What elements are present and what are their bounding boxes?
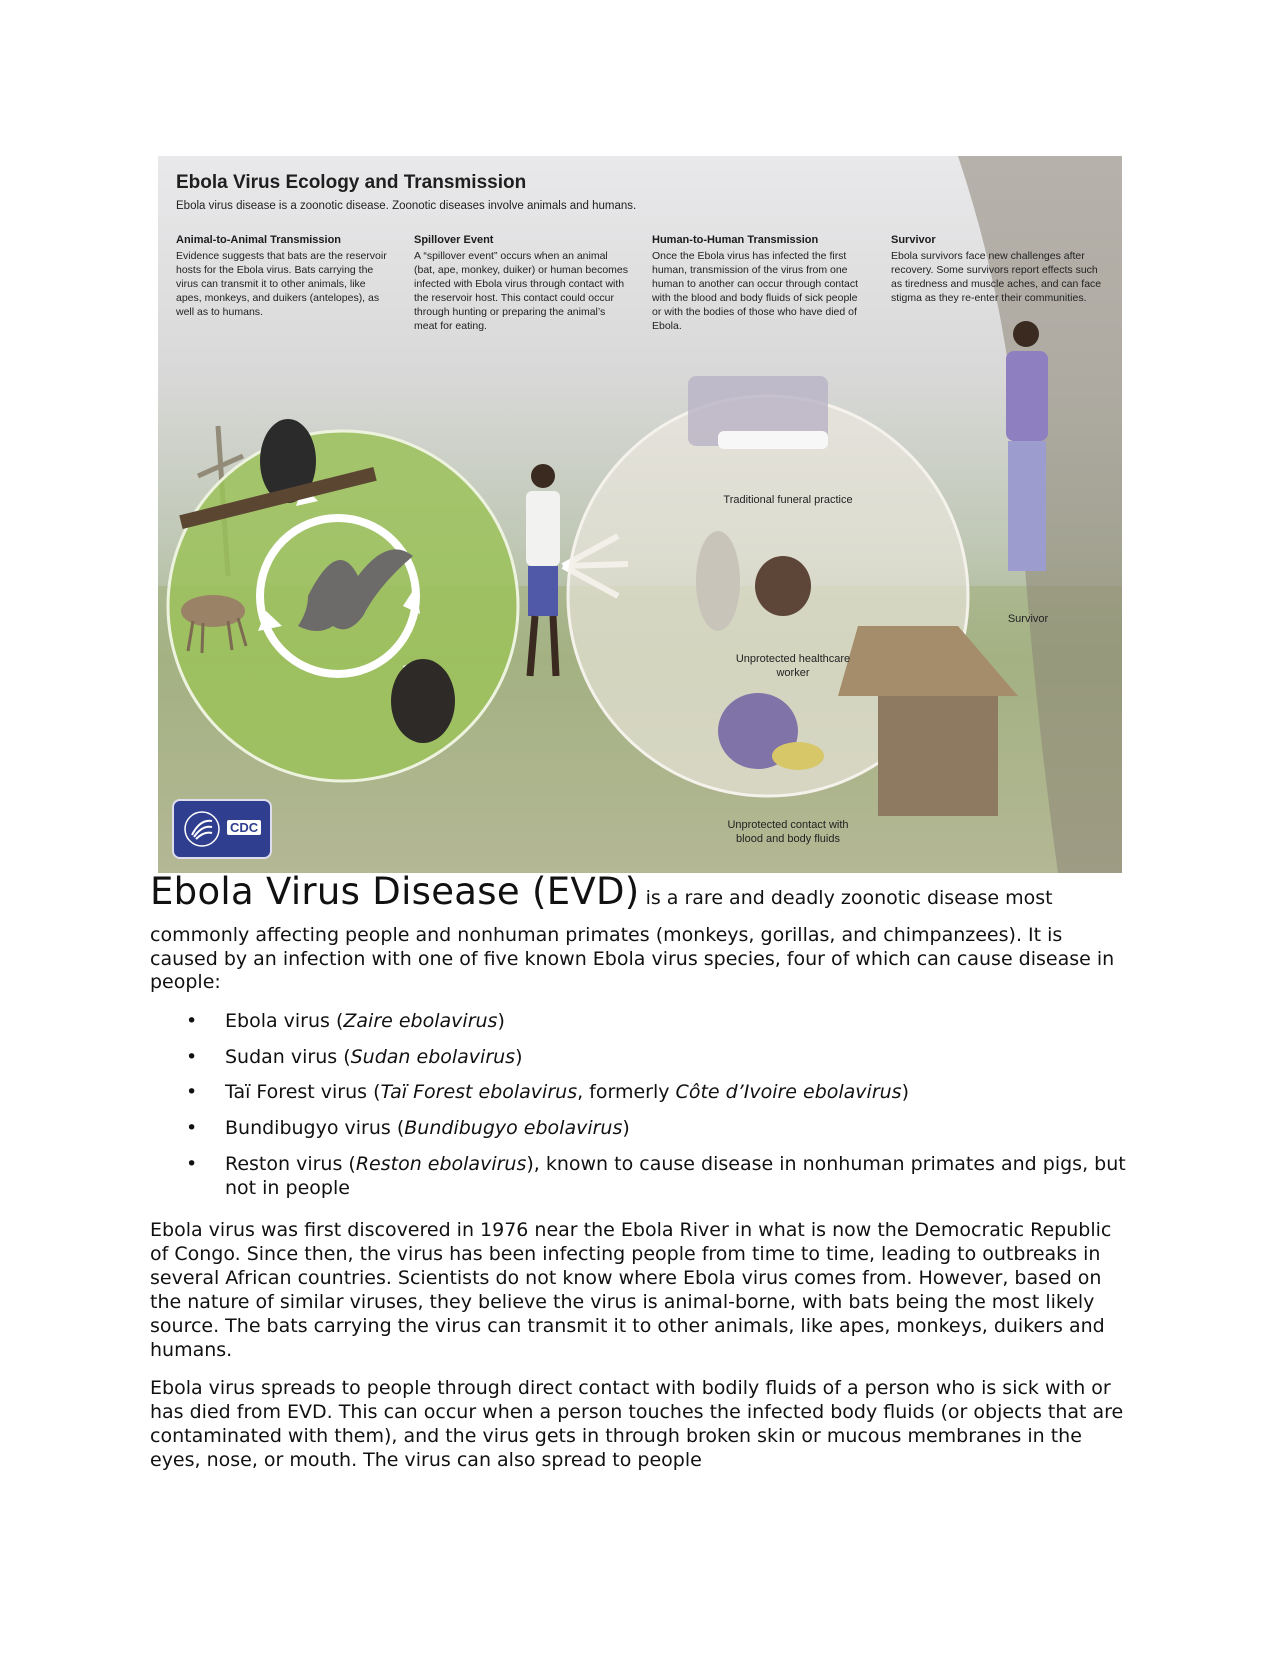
column-animal-to-animal (176, 234, 391, 319)
ebola-infographic (158, 156, 1122, 873)
bullet-icon: • (186, 1045, 198, 1068)
column-heading: Survivor (891, 234, 936, 246)
bullet-icon: • (186, 1153, 198, 1175)
column-spillover-event (414, 234, 629, 333)
bullet-icon: • (186, 1010, 198, 1032)
caption-healthcare-worker: Unprotected healthcare worker (735, 653, 851, 679)
column-body: Evidence suggests that bats are the reservoir hosts for the Ebola virus. Bats carrying the virus can transmit it to other animals, like apes, monkeys, and duikers (antelopes), as well as to humans. (176, 250, 387, 318)
lead-text: is a rare and deadly zoonotic disease most (639, 887, 1053, 909)
list-item: • Ebola virus (Zaire ebolavirus) (186, 1010, 505, 1032)
column-heading: Spillover Event (414, 234, 494, 246)
bullet-icon: • (186, 1081, 198, 1103)
infographic-title: Ebola Virus Ecology and Transmission (176, 172, 527, 193)
column-body: A “spillover event” occurs when an animal (bat, ape, monkey, duiker) or human becomes infected with Ebola virus through contact with the reservoir host. This contact could occur through hunting or preparing the animal’s meat for eating. (414, 250, 628, 332)
column-body: Ebola survivors face new challenges after recovery. Some survivors report effects such as tiredness and muscle aches, and can face stigma as they re-enter their communities. (891, 250, 1102, 304)
lead-paragraph-first-line (150, 870, 1130, 913)
column-heading: Human-to-Human Transmission (652, 234, 819, 246)
list-item: • Reston virus (Reston ebolavirus), known to cause disease in nonhuman primates and pigs, but not in people (186, 1153, 1126, 1199)
lead-paragraph-continued: commonly affecting people and nonhuman primates (monkeys, gorillas, and chimpanzees). It is caused by an infection with one of five known Ebola virus species, four of which can cause disease in people: (150, 924, 1115, 993)
caption-contact: Unprotected contact with blood and body fluids (727, 819, 849, 845)
bullet-icon: • (186, 1116, 198, 1139)
list-item: • Sudan virus (Sudan ebolavirus) (186, 1045, 523, 1068)
column-human-to-human (652, 234, 867, 333)
list-item: • Taï Forest virus (Taï Forest ebolavirus, formerly Côte d’Ivoire ebolavirus) (186, 1081, 910, 1103)
column-body: Once the Ebola virus has infected the first human, transmission of the virus from one human to another can occur through contact with the blood and body fluids of sick people or with the bodies of those who have died of Ebola. (652, 250, 859, 332)
column-heading: Animal-to-Animal Transmission (176, 234, 342, 246)
lead-title: Ebola Virus Disease (EVD) (150, 870, 640, 913)
caption-survivor: Survivor (1007, 613, 1049, 625)
cdc-logo-text: CDC (227, 820, 261, 835)
species-list (150, 1010, 1130, 1200)
paragraph-transmission: Ebola virus spreads to people through direct contact with bodily fluids of a person who is sick with or has died from EVD. This can occur when a person touches the infected body fluids (or objects that are contaminated with them), and the virus gets in through broken skin or mucous membranes in the eyes, nose, or mouth. The virus can also spread to people (150, 1377, 1124, 1471)
hhs-eagle-icon (182, 809, 222, 849)
caption-funeral: Traditional funeral practice (723, 494, 853, 506)
cdc-logo (172, 799, 272, 859)
infographic-subtitle: Ebola virus disease is a zoonotic disease. Zoonotic diseases involve animals and humans. (176, 200, 637, 212)
paragraph-discovery: Ebola virus was first discovered in 1976 near the Ebola River in what is now the Democratic Republic of Congo. Since then, the virus has been infecting people from time to time, leading to outbreaks in several African countries. Scientists do not know where Ebola virus comes from. However, based on the nature of similar viruses, they believe the virus is animal-borne, with bats being the most likely source. The bats carrying the virus can transmit it to other animals, like apes, monkeys, duikers and humans. (150, 1219, 1112, 1361)
column-survivor (891, 234, 1106, 305)
list-item: • Bundibugyo virus (Bundibugyo ebolavirus) (186, 1116, 630, 1139)
